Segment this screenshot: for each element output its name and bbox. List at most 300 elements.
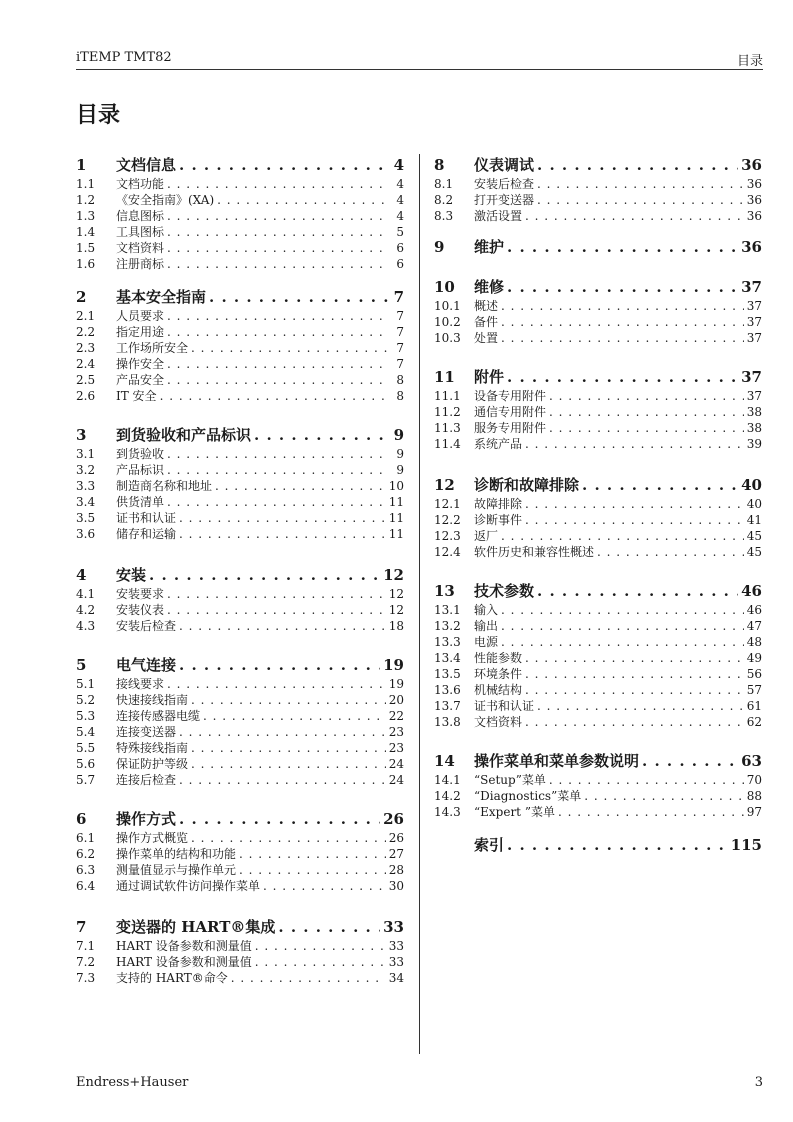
toc-chapter-entry[interactable] — [76, 286, 404, 308]
toc-section-entry[interactable] — [434, 208, 762, 224]
toc-section-entry[interactable] — [76, 478, 404, 494]
toc-section-number: 11.1 — [434, 389, 461, 403]
toc-chapter-page: 36 — [741, 238, 762, 256]
toc-section-number: 6.2 — [76, 847, 96, 861]
toc-chapter-entry[interactable] — [434, 366, 762, 388]
toc-chapter-number: 13 — [434, 582, 455, 600]
toc-section-entry[interactable] — [434, 436, 762, 452]
toc-section-number: 7.1 — [76, 939, 96, 953]
toc-section-entry[interactable] — [434, 420, 762, 436]
toc-leader-dots — [255, 954, 386, 970]
toc-section-entry[interactable] — [76, 830, 404, 846]
toc-leader-dots — [167, 240, 387, 256]
toc-section-entry[interactable] — [76, 772, 404, 788]
toc-chapter-number: 10 — [434, 278, 455, 296]
toc-section-entry[interactable] — [76, 208, 404, 224]
toc-section-title: 信息图标 — [116, 209, 165, 223]
toc-section-page: 8 — [396, 389, 404, 403]
toc-leader-dots — [167, 176, 387, 192]
toc-chapter-number: 12 — [434, 476, 455, 494]
toc-section-number: 5.7 — [76, 773, 96, 787]
toc-section-entry[interactable] — [434, 714, 762, 730]
toc-section-number: 2.3 — [76, 341, 96, 355]
toc-leader-dots — [191, 756, 386, 772]
toc-section-title: 概述 — [474, 299, 499, 313]
toc-section-entry[interactable] — [76, 240, 404, 256]
toc-chapter-title: 变送器的 HART®集成 — [116, 918, 276, 936]
toc-section-title: 证书和认证 — [474, 699, 535, 713]
toc-chapter-title: 维护 — [474, 238, 505, 256]
toc-leader-dots — [549, 772, 744, 788]
toc-leader-dots — [160, 388, 387, 404]
toc-section-number: 8.2 — [434, 193, 454, 207]
toc-chapter-entry[interactable] — [434, 236, 762, 258]
toc-section-entry[interactable] — [434, 528, 762, 544]
toc-leader-dots — [179, 526, 386, 542]
toc-section-entry[interactable] — [434, 544, 762, 560]
toc-section-title: 连接传感器电缆 — [116, 709, 201, 723]
toc-section-title: 产品标识 — [116, 463, 165, 477]
toc-section-page: 12 — [388, 603, 404, 617]
toc-section-title: 操作安全 — [116, 357, 165, 371]
toc-section-number: 8.1 — [434, 177, 454, 191]
toc-section-entry[interactable] — [76, 340, 404, 356]
toc-section-page: 46 — [746, 603, 762, 617]
toc-section-title: 供货清单 — [116, 495, 165, 509]
toc-section-entry[interactable] — [434, 330, 762, 346]
toc-section-title: 文档资料 — [116, 241, 165, 255]
page-title: 目录 — [76, 102, 121, 128]
toc-section-number: 14.3 — [434, 805, 461, 819]
toc-section-title: 服务专用附件 — [474, 421, 547, 435]
toc-section-page: 61 — [746, 699, 762, 713]
toc-section-entry[interactable] — [434, 618, 762, 634]
toc-section-title: 性能参数 — [474, 651, 523, 665]
toc-section-title: 激活设置 — [474, 209, 523, 223]
toc-section-entry[interactable] — [434, 496, 762, 512]
toc-section-page: 57 — [746, 683, 762, 697]
toc-section-entry[interactable] — [76, 324, 404, 340]
toc-leader-dots — [501, 618, 744, 634]
toc-chapter-entry[interactable] — [76, 564, 404, 586]
toc-chapter-entry[interactable] — [434, 276, 762, 298]
toc-section-entry[interactable] — [76, 708, 404, 724]
toc-section-number: 13.2 — [434, 619, 461, 633]
toc-leader-dots — [507, 236, 738, 258]
toc-leader-dots — [549, 388, 744, 404]
toc-leader-dots — [203, 708, 386, 724]
toc-section-entry[interactable] — [76, 308, 404, 324]
toc-section-page: 36 — [746, 177, 762, 191]
toc-section-entry[interactable] — [76, 176, 404, 192]
toc-section-entry[interactable] — [76, 970, 404, 986]
toc-chapter-entry[interactable] — [434, 750, 762, 772]
toc-chapter — [434, 474, 762, 560]
toc-section-page: 6 — [396, 241, 404, 255]
toc-section-title: 环境条件 — [474, 667, 523, 681]
toc-leader-dots — [525, 436, 744, 452]
toc-chapter — [434, 750, 762, 820]
toc-section-number: 6.3 — [76, 863, 96, 877]
toc-section-page: 7 — [396, 341, 404, 355]
toc-chapter-title: 文档信息 — [116, 156, 177, 174]
toc-section-page: 28 — [388, 863, 404, 877]
toc-section-number: 10.1 — [434, 299, 461, 313]
toc-section-entry[interactable] — [434, 804, 762, 820]
toc-chapter-number: 1 — [76, 156, 87, 174]
toc-section-entry[interactable] — [76, 526, 404, 542]
toc-section-page: 70 — [746, 773, 762, 787]
toc-section-title: 证书和认证 — [116, 511, 177, 525]
toc-leader-dots — [507, 366, 738, 388]
toc-section-number: 1.1 — [76, 177, 96, 191]
toc-section-title: HART 设备参数和测量值 — [116, 955, 252, 969]
toc-section-number: 13.5 — [434, 667, 461, 681]
toc-chapter-number: 8 — [434, 156, 445, 174]
toc-section-entry[interactable] — [434, 650, 762, 666]
toc-section-entry[interactable] — [434, 298, 762, 314]
toc-section-number: 2.5 — [76, 373, 96, 387]
toc-chapter — [76, 154, 404, 272]
toc-section-entry[interactable] — [76, 602, 404, 618]
toc-chapter — [434, 580, 762, 730]
toc-leader-dots — [525, 714, 744, 730]
toc-section-page: 37 — [746, 315, 762, 329]
toc-section-page: 6 — [396, 257, 404, 271]
toc-leader-dots — [209, 286, 391, 308]
toc-leader-dots — [167, 372, 387, 388]
toc-section-title: 安装要求 — [116, 587, 165, 601]
toc-section-entry[interactable] — [76, 676, 404, 692]
toc-section-entry[interactable] — [76, 372, 404, 388]
toc-section-number: 3.6 — [76, 527, 96, 541]
toc-section-entry[interactable] — [434, 192, 762, 208]
toc-section-title: 通过调试软件访问操作菜单 — [116, 879, 261, 893]
footer-page-number: 3 — [754, 1075, 763, 1090]
toc-section-title: 人员要求 — [116, 309, 165, 323]
toc-section-page: 24 — [388, 773, 404, 787]
toc-section-entry[interactable] — [76, 724, 404, 740]
toc-leader-dots — [167, 308, 387, 324]
toc-section-entry[interactable] — [434, 634, 762, 650]
toc-chapter — [76, 564, 404, 634]
toc-section-entry[interactable] — [76, 756, 404, 772]
header-rule — [76, 69, 763, 70]
toc-section-entry[interactable] — [434, 698, 762, 714]
toc-section-page: 4 — [396, 177, 404, 191]
toc-leader-dots — [167, 494, 386, 510]
toc-section-number: 1.6 — [76, 257, 96, 271]
toc-chapter-entry[interactable] — [434, 474, 762, 496]
toc-section-page: 36 — [746, 209, 762, 223]
toc-chapter-entry[interactable] — [434, 580, 762, 602]
toc-leader-dots — [537, 192, 744, 208]
toc-section-entry[interactable] — [76, 692, 404, 708]
toc-section-title: 制造商名称和地址 — [116, 479, 213, 493]
toc-section-page: 7 — [396, 357, 404, 371]
toc-leader-dots — [525, 496, 744, 512]
toc-chapter — [434, 366, 762, 452]
toc-section-title: “Diagnostics”菜单 — [474, 789, 582, 803]
toc-chapter — [76, 808, 404, 894]
toc-section-entry[interactable] — [76, 618, 404, 634]
toc-section-number: 2.4 — [76, 357, 96, 371]
toc-section-title: 支持的 HART®命令 — [116, 971, 228, 985]
toc-section-title: 测量值显示与操作单元 — [116, 863, 237, 877]
toc-section-entry[interactable] — [434, 388, 762, 404]
toc-chapter-number: 7 — [76, 918, 87, 936]
toc-leader-dots — [537, 698, 744, 714]
toc-chapter-page: 37 — [741, 368, 762, 386]
toc-leader-dots — [501, 330, 744, 346]
toc-section-entry[interactable] — [76, 462, 404, 478]
toc-chapter-page: 19 — [383, 656, 404, 674]
toc-section-number: 5.5 — [76, 741, 96, 755]
toc-section-page: 12 — [388, 587, 404, 601]
toc-chapter-number: 4 — [76, 566, 87, 584]
toc-section-number: 13.8 — [434, 715, 461, 729]
toc-chapter-title: 电气连接 — [116, 656, 177, 674]
toc-leader-dots — [525, 512, 744, 528]
toc-leader-dots — [254, 424, 391, 446]
toc-section-title: 工具图标 — [116, 225, 165, 239]
toc-leader-dots — [549, 404, 744, 420]
toc-chapter-entry[interactable] — [76, 916, 404, 938]
toc-chapter-entry[interactable] — [76, 154, 404, 176]
toc-section-page: 7 — [396, 309, 404, 323]
toc-leader-dots — [167, 462, 387, 478]
toc-section-title: 通信专用附件 — [474, 405, 547, 419]
toc-section-number: 12.1 — [434, 497, 461, 511]
toc-section-number: 11.2 — [434, 405, 461, 419]
toc-leader-dots — [167, 324, 387, 340]
toc-section-number: 13.4 — [434, 651, 461, 665]
toc-section-number: 13.6 — [434, 683, 461, 697]
toc-section-entry[interactable] — [76, 256, 404, 272]
toc-section-page: 47 — [746, 619, 762, 633]
toc-section-number: 7.2 — [76, 955, 96, 969]
toc-section-title: 指定用途 — [116, 325, 165, 339]
toc-section-number: 12.2 — [434, 513, 461, 527]
toc-section-entry[interactable] — [76, 954, 404, 970]
toc-section-entry[interactable] — [76, 224, 404, 240]
toc-section-title: 特殊接线指南 — [116, 741, 189, 755]
toc-section-number: 4.2 — [76, 603, 96, 617]
toc-leader-dots — [179, 510, 386, 526]
toc-leader-dots — [584, 788, 744, 804]
toc-leader-dots — [255, 938, 386, 954]
toc-section-number: 7.3 — [76, 971, 96, 985]
toc-section-number: 1.2 — [76, 193, 96, 207]
toc-section-number: 3.5 — [76, 511, 96, 525]
toc-section-page: 5 — [396, 225, 404, 239]
toc-leader-dots — [179, 724, 386, 740]
toc-section-number: 11.4 — [434, 437, 461, 451]
toc-section-entry[interactable] — [76, 740, 404, 756]
toc-section-title: 保证防护等级 — [116, 757, 189, 771]
toc-section-title: 输入 — [474, 603, 499, 617]
toc-section-entry[interactable] — [76, 586, 404, 602]
toc-leader-dots — [167, 586, 386, 602]
toc-section-number: 4.3 — [76, 619, 96, 633]
toc-chapter-title: 操作方式 — [116, 810, 177, 828]
toc-section-entry[interactable] — [434, 788, 762, 804]
toc-section-page: 11 — [388, 495, 404, 509]
toc-section-page: 36 — [746, 193, 762, 207]
toc-leader-dots — [263, 878, 386, 894]
toc-section-page: 9 — [396, 447, 404, 461]
toc-leader-dots — [525, 682, 744, 698]
toc-section-number: 14.1 — [434, 773, 461, 787]
toc-leader-dots — [501, 298, 744, 314]
toc-chapter-page: 63 — [741, 752, 762, 770]
toc-chapter-title: 技术参数 — [474, 582, 535, 600]
toc-chapter — [76, 286, 404, 404]
toc-leader-dots — [537, 176, 744, 192]
toc-chapter-entry[interactable] — [76, 654, 404, 676]
toc-chapter-page: 46 — [741, 582, 762, 600]
toc-section-entry[interactable] — [76, 878, 404, 894]
toc-section-title: 连接后检查 — [116, 773, 177, 787]
toc-chapter-entry[interactable] — [434, 834, 762, 856]
toc-section-entry[interactable] — [434, 314, 762, 330]
toc-section-title: HART 设备参数和测量值 — [116, 939, 252, 953]
toc-section-title: “Setup”菜单 — [474, 773, 546, 787]
toc-chapter-page: 4 — [393, 156, 404, 174]
toc-leader-dots — [167, 446, 387, 462]
toc-leader-dots — [525, 208, 744, 224]
toc-section-title: 设备专用附件 — [474, 389, 547, 403]
toc-section-number: 13.1 — [434, 603, 461, 617]
toc-leader-dots — [507, 276, 738, 298]
toc-section-title: 机械结构 — [474, 683, 523, 697]
toc-chapter-title: 安装 — [116, 566, 147, 584]
toc-chapter-page: 26 — [383, 810, 404, 828]
toc-section-page: 27 — [388, 847, 404, 861]
toc-section-number: 12.3 — [434, 529, 461, 543]
toc-chapter-page: 7 — [393, 288, 404, 306]
toc-leader-dots — [597, 544, 744, 560]
toc-section-number: 10.2 — [434, 315, 461, 329]
toc-leader-dots — [179, 154, 391, 176]
toc-section-number: 2.1 — [76, 309, 96, 323]
toc-section-title: 输出 — [474, 619, 499, 633]
toc-chapter-entry[interactable] — [434, 154, 762, 176]
toc-section-number: 6.4 — [76, 879, 96, 893]
toc-section-page: 23 — [388, 725, 404, 739]
toc-section-entry[interactable] — [434, 682, 762, 698]
toc-leader-dots — [179, 808, 380, 830]
toc-section-entry[interactable] — [76, 938, 404, 954]
toc-leader-dots — [549, 420, 744, 436]
toc-leader-dots — [231, 970, 386, 986]
toc-section-page: 23 — [388, 741, 404, 755]
toc-section-number: 5.4 — [76, 725, 96, 739]
toc-chapter-page: 40 — [741, 476, 762, 494]
toc-chapter — [434, 834, 762, 856]
toc-leader-dots — [239, 862, 386, 878]
toc-chapter — [434, 236, 762, 258]
toc-chapter-number: 3 — [76, 426, 87, 444]
toc-section-page: 38 — [746, 405, 762, 419]
toc-section-entry[interactable] — [76, 846, 404, 862]
toc-section-title: 产品安全 — [116, 373, 165, 387]
toc-section-title: 安装仪表 — [116, 603, 165, 617]
toc-section-title: 操作菜单的结构和功能 — [116, 847, 237, 861]
toc-section-entry[interactable] — [76, 388, 404, 404]
toc-section-title: 接线要求 — [116, 677, 165, 691]
toc-leader-dots — [507, 834, 728, 856]
toc-chapter-page: 37 — [741, 278, 762, 296]
toc-section-entry[interactable] — [434, 602, 762, 618]
toc-section-number: 3.1 — [76, 447, 96, 461]
toc-section-number: 8.3 — [434, 209, 454, 223]
toc-chapter-entry[interactable] — [76, 808, 404, 830]
toc-chapter-title: 操作菜单和菜单参数说明 — [474, 752, 640, 770]
toc-leader-dots — [239, 846, 386, 862]
toc-section-number: 1.5 — [76, 241, 96, 255]
toc-chapter-number: 9 — [434, 238, 445, 256]
toc-section-title: 打开变送器 — [474, 193, 535, 207]
toc-chapter — [76, 916, 404, 986]
toc-section-page: 8 — [396, 373, 404, 387]
toc-chapter — [76, 654, 404, 788]
toc-chapter-title: 基本安全指南 — [116, 288, 207, 306]
toc-section-entry[interactable] — [434, 404, 762, 420]
toc-chapter-entry[interactable] — [76, 424, 404, 446]
toc-section-entry[interactable] — [76, 356, 404, 372]
toc-section-number: 2.6 — [76, 389, 96, 403]
toc-section-number: 3.2 — [76, 463, 96, 477]
toc-leader-dots — [501, 314, 744, 330]
toc-section-page: 22 — [388, 709, 404, 723]
toc-section-entry[interactable] — [76, 510, 404, 526]
toc-section-entry[interactable] — [434, 512, 762, 528]
toc-section-title: 安装后检查 — [116, 619, 177, 633]
toc-section-entry[interactable] — [434, 176, 762, 192]
toc-leader-dots — [167, 208, 387, 224]
toc-chapter-title: 仪表调试 — [474, 156, 535, 174]
toc-chapter-title: 索引 — [474, 836, 505, 854]
toc-section-entry[interactable] — [76, 494, 404, 510]
toc-section-page: 45 — [746, 529, 762, 543]
toc-leader-dots — [525, 666, 744, 682]
toc-leader-dots — [217, 192, 387, 208]
toc-section-page: 33 — [388, 939, 404, 953]
toc-section-number: 10.3 — [434, 331, 461, 345]
toc-chapter — [434, 276, 762, 346]
toc-leader-dots — [582, 474, 738, 496]
toc-section-title: 到货验收 — [116, 447, 165, 461]
toc-section-entry[interactable] — [76, 446, 404, 462]
toc-section-entry[interactable] — [434, 666, 762, 682]
toc-section-number: 6.1 — [76, 831, 96, 845]
toc-section-page: 26 — [388, 831, 404, 845]
toc-chapter-page: 36 — [741, 156, 762, 174]
toc-chapter-title: 附件 — [474, 368, 505, 386]
toc-leader-dots — [215, 478, 386, 494]
toc-section-entry[interactable] — [76, 862, 404, 878]
toc-leader-dots — [501, 602, 744, 618]
toc-chapter-number: 11 — [434, 368, 455, 386]
toc-leader-dots — [278, 916, 380, 938]
toc-section-page: 20 — [388, 693, 404, 707]
toc-section-title: IT 安全 — [116, 389, 157, 403]
toc-section-entry[interactable] — [434, 772, 762, 788]
footer-brand: Endress+Hauser — [76, 1075, 189, 1090]
toc-section-entry[interactable] — [76, 192, 404, 208]
toc-chapter-title: 诊断和故障排除 — [474, 476, 580, 494]
